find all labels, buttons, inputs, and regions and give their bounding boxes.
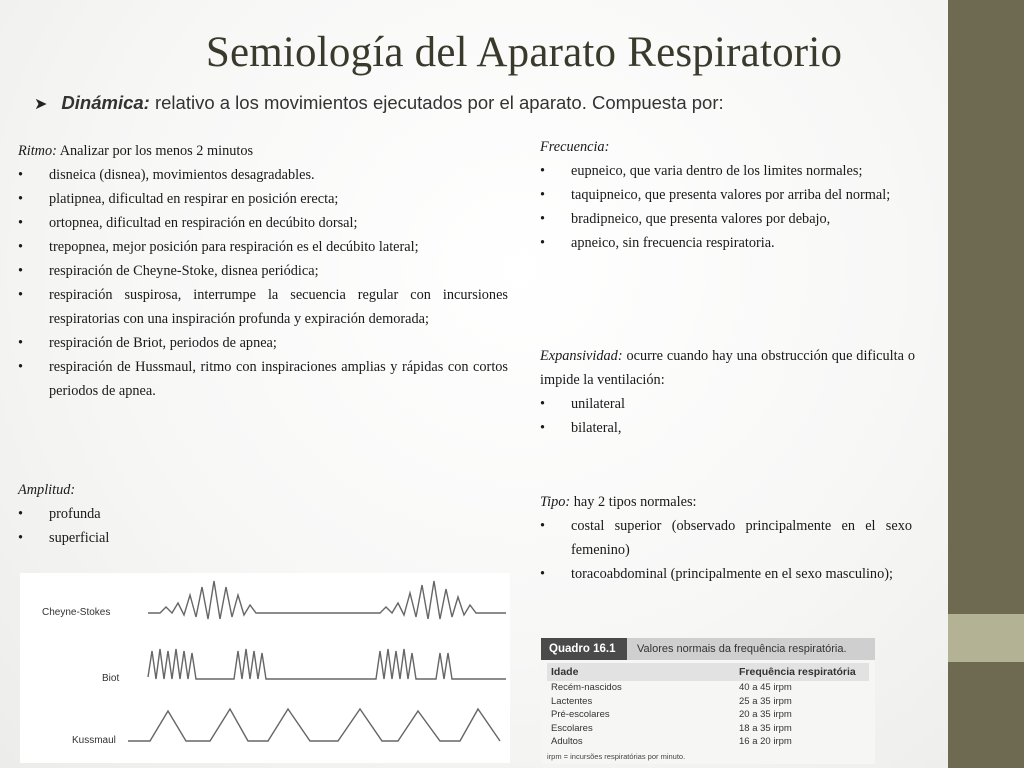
bullet-icon: • [18, 239, 24, 255]
list-item: • platipnea, dificultad en respirar en posición erecta; [18, 187, 508, 211]
bullet-icon: • [18, 167, 24, 183]
subtitle-text: relativo a los movimientos ejecutados por el aparato. Compuesta por: [149, 92, 724, 113]
breathing-patterns-svg [20, 573, 510, 763]
list-item: • toracoabdominal (principalmente en el sexo masculino); [540, 562, 912, 586]
list-item: • taquipneico, que presenta valores por arriba del normal; [540, 183, 915, 207]
amplitud-term: Amplitud: [18, 482, 76, 498]
ritmo-term: Ritmo: [18, 143, 57, 159]
frecuencia-section [540, 135, 915, 255]
bullet-icon: • [540, 211, 546, 227]
sidebar-accent-top [948, 0, 1024, 614]
bullet-icon: • [540, 235, 546, 251]
tipo-heading [540, 490, 912, 514]
expansividad-term: Expansividad: [540, 348, 623, 364]
frecuencia-term: Frecuencia: [540, 139, 610, 155]
bullet-icon: • [18, 191, 24, 207]
biot-waveform [148, 649, 506, 679]
slide-subtitle [34, 92, 724, 114]
bullet-icon: • [540, 420, 546, 436]
list-item: • respiración de Briot, periodos de apnea; [18, 331, 508, 355]
ritmo-heading [18, 139, 508, 163]
amplitud-list [18, 502, 508, 550]
tipo-term: Tipo: [540, 494, 571, 510]
subtitle-term: Dinámica: [61, 92, 150, 113]
expansividad-section [540, 344, 915, 440]
cheyne-stokes-waveform [148, 581, 506, 619]
list-item: • trepopnea, mejor posición para respiración es el decúbito lateral; [18, 235, 508, 259]
list-item: • superficial [18, 526, 508, 550]
bullet-icon: • [540, 187, 546, 203]
waveform-label-biot: Biot [102, 673, 120, 684]
expansividad-heading [540, 344, 915, 392]
list-item: • bradipneico, que presenta valores por debajo, [540, 207, 915, 231]
list-item: • bilateral, [540, 416, 915, 440]
bullet-icon: • [540, 163, 546, 179]
breathing-patterns-figure [20, 573, 510, 763]
table-note: irpm = incursões respiratórias por minuto. [547, 751, 686, 761]
table-caption: Valores normais da frequência respiratória. [627, 638, 875, 660]
table-row: Recém-nascidos 40 a 45 irpm [551, 682, 792, 693]
arrow-bullet-icon: ➤ [34, 96, 48, 113]
bullet-icon: • [18, 215, 24, 231]
ritmo-list [18, 163, 508, 403]
list-item: • eupneico, que varia dentro de los limites normales; [540, 159, 915, 183]
table-row: Lactentes 25 a 35 irpm [551, 695, 792, 707]
table-header-age: Idade [551, 666, 579, 678]
amplitud-heading [18, 478, 508, 502]
bullet-icon: • [18, 530, 24, 546]
table-row: Pré-escolares 20 a 35 irpm [551, 709, 792, 720]
table-title-bar [541, 638, 875, 660]
sidebar-accent-bottom [948, 662, 1024, 768]
bullet-icon: • [18, 506, 24, 522]
list-item: • ortopnea, dificultad en respiración en decúbito dorsal; [18, 211, 508, 235]
table-header-row [547, 663, 869, 681]
list-item: • apneico, sin frecuencia respiratoria. [540, 231, 915, 255]
tipo-section [540, 490, 912, 586]
list-item: • profunda [18, 502, 508, 526]
list-item: • costal superior (observado principalmente en el sexo femenino) [540, 514, 912, 562]
ritmo-text: Analizar por los menos 2 minutos [56, 143, 254, 159]
table-row: Adultos 16 a 20 irpm [551, 736, 792, 747]
list-item: • respiración de Hussmaul, ritmo con inspiraciones amplias y rápidas con cortos periodos de apnea. [18, 355, 508, 403]
respiratory-rate-table [541, 638, 875, 764]
slide-title: Semiología del Aparato Respiratorio [205, 29, 843, 76]
bullet-icon: • [18, 359, 24, 375]
list-item: • respiración suspirosa, interrumpe la secuencia regular con incursiones respiratorias con una inspiración profunda y expiración demorada; [18, 283, 508, 331]
kussmaul-waveform [128, 709, 500, 741]
tipo-text: hay 2 tipos normales: [570, 494, 697, 510]
ritmo-section [18, 139, 508, 403]
bullet-icon: • [540, 566, 546, 582]
amplitud-section [18, 478, 508, 550]
bullet-icon: • [18, 335, 24, 351]
bullet-icon: • [540, 396, 546, 412]
list-item: • unilateral [540, 392, 915, 416]
waveform-label-cheyne-stokes: Cheyne-Stokes [42, 607, 111, 618]
table-number: Quadro 16.1 [541, 638, 627, 660]
expansividad-list [540, 392, 915, 440]
sidebar-accent-middle [948, 614, 1024, 662]
list-item: • respiración de Cheyne-Stoke, disnea periódica; [18, 259, 508, 283]
bullet-icon: • [18, 263, 24, 279]
list-item: • disneica (disnea), movimientos desagradables. [18, 163, 508, 187]
frecuencia-heading [540, 135, 915, 159]
bullet-icon: • [540, 518, 546, 534]
table-row: Escolares 18 a 35 irpm [551, 722, 792, 734]
tipo-list [540, 514, 912, 586]
waveform-label-kussmaul: Kussmaul [72, 735, 116, 746]
frecuencia-list [540, 159, 915, 255]
table-header-rate: Frequência respiratória [739, 666, 856, 678]
bullet-icon: • [18, 287, 24, 303]
expansividad-text: ocurre cuando hay una obstrucción que dificulta o impide la ventilación: [540, 348, 915, 388]
